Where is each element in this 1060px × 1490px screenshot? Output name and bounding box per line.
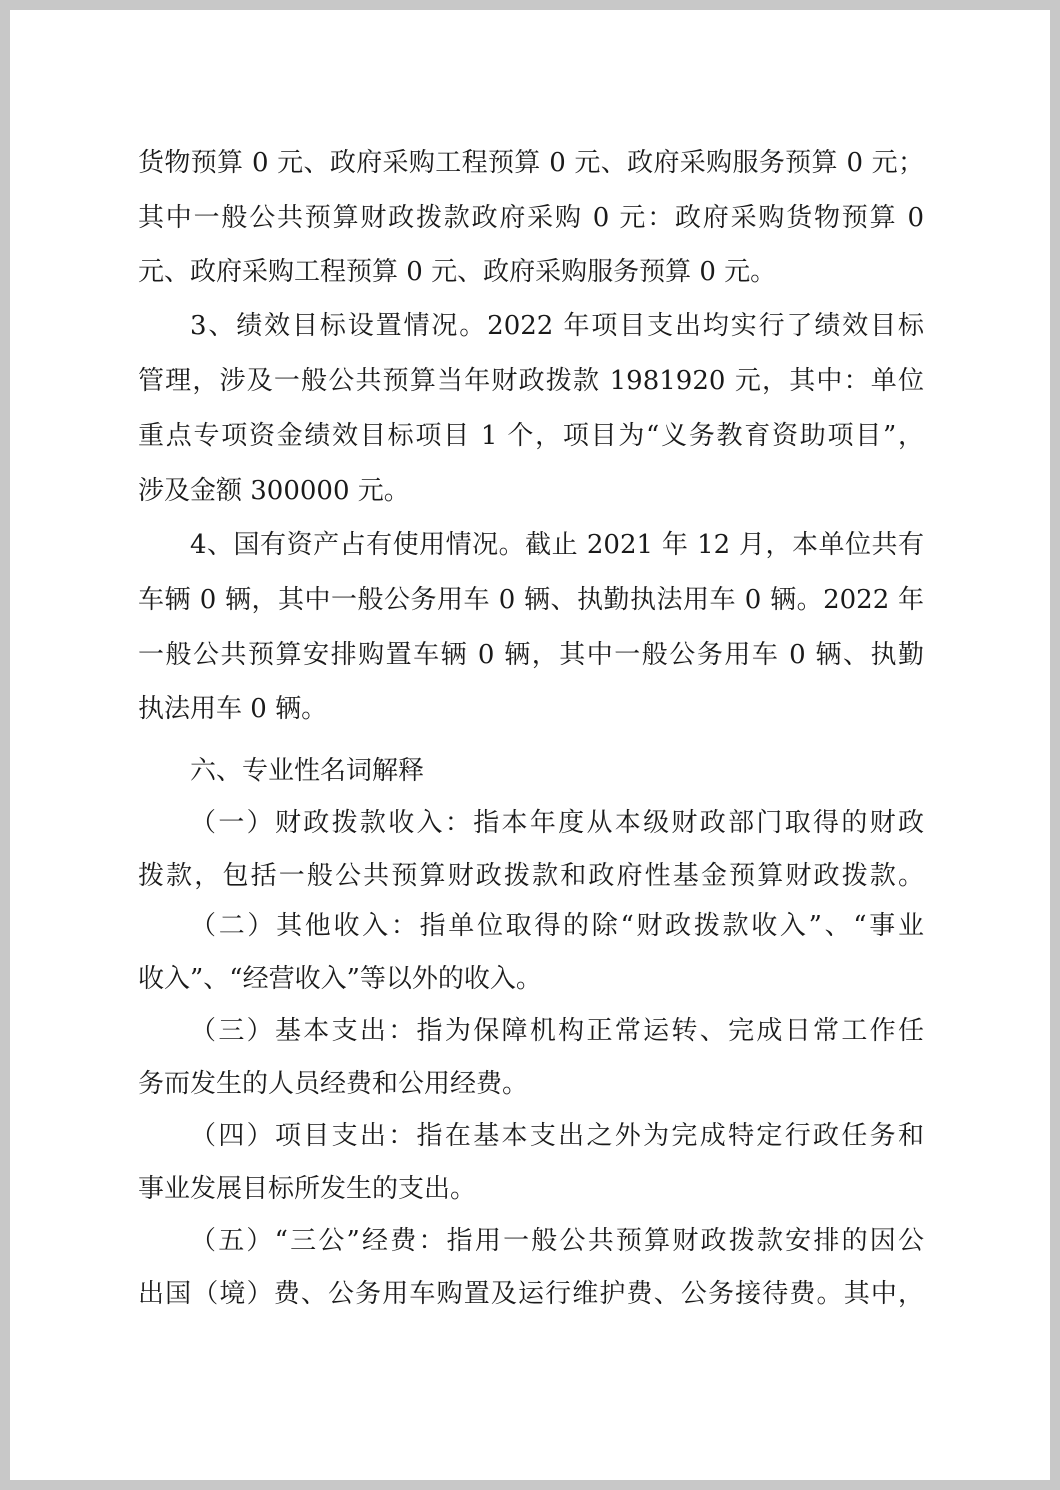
- text-line: 元、政府采购工程预算 0 元、政府采购服务预算 0 元。: [138, 257, 777, 287]
- section-heading: 六、专业性名词解释: [190, 756, 425, 786]
- text-line: 务而发生的人员经费和公用经费。: [138, 1069, 529, 1099]
- term-4-start: （四）项目支出：指在基本支出之外为完成特定行政任务和: [190, 1121, 924, 1151]
- text-line: 其中一般公共预算财政拨款政府采购 0 元：政府采购货物预算 0: [138, 203, 924, 233]
- term-2-start: （二）其他收入：指单位取得的除“财政拨款收入”、“事业: [190, 911, 924, 941]
- paragraph-4-start: 4、国有资产占有使用情况。截止 2021 年 12 月，本单位共有: [190, 530, 924, 560]
- text-line: 一般公共预算安排购置车辆 0 辆，其中一般公务用车 0 辆、执勤: [138, 640, 924, 670]
- text-line: 重点专项资金绩效目标项目 1 个，项目为“义务教育资助项目”，: [138, 421, 924, 451]
- document-page: [10, 10, 1050, 1480]
- text-line: 货物预算 0 元、政府采购工程预算 0 元、政府采购服务预算 0 元；: [138, 148, 924, 178]
- term-3-start: （三）基本支出：指为保障机构正常运转、完成日常工作任: [190, 1016, 924, 1046]
- term-5-start: （五）“三公”经费：指用一般公共预算财政拨款安排的因公: [190, 1226, 924, 1256]
- text-line: 执法用车 0 辆。: [138, 694, 328, 724]
- term-1-start: （一）财政拨款收入：指本年度从本级财政部门取得的财政: [190, 808, 924, 838]
- text-line: 收入”、“经营收入”等以外的收入。: [138, 964, 542, 994]
- text-line: 拨款，包括一般公共预算财政拨款和政府性基金预算财政拨款。: [138, 861, 924, 891]
- text-line: 管理，涉及一般公共预算当年财政拨款 1981920 元，其中：单位: [138, 366, 924, 396]
- text-line: 出国（境）费、公务用车购置及运行维护费、公务接待费。其中，: [138, 1279, 924, 1309]
- text-line: 涉及金额 300000 元。: [138, 476, 410, 506]
- text-line: 事业发展目标所发生的支出。: [138, 1174, 477, 1204]
- paragraph-3-start: 3、绩效目标设置情况。2022 年项目支出均实行了绩效目标: [190, 311, 924, 341]
- text-line: 车辆 0 辆，其中一般公务用车 0 辆、执勤执法用车 0 辆。2022 年: [138, 585, 924, 615]
